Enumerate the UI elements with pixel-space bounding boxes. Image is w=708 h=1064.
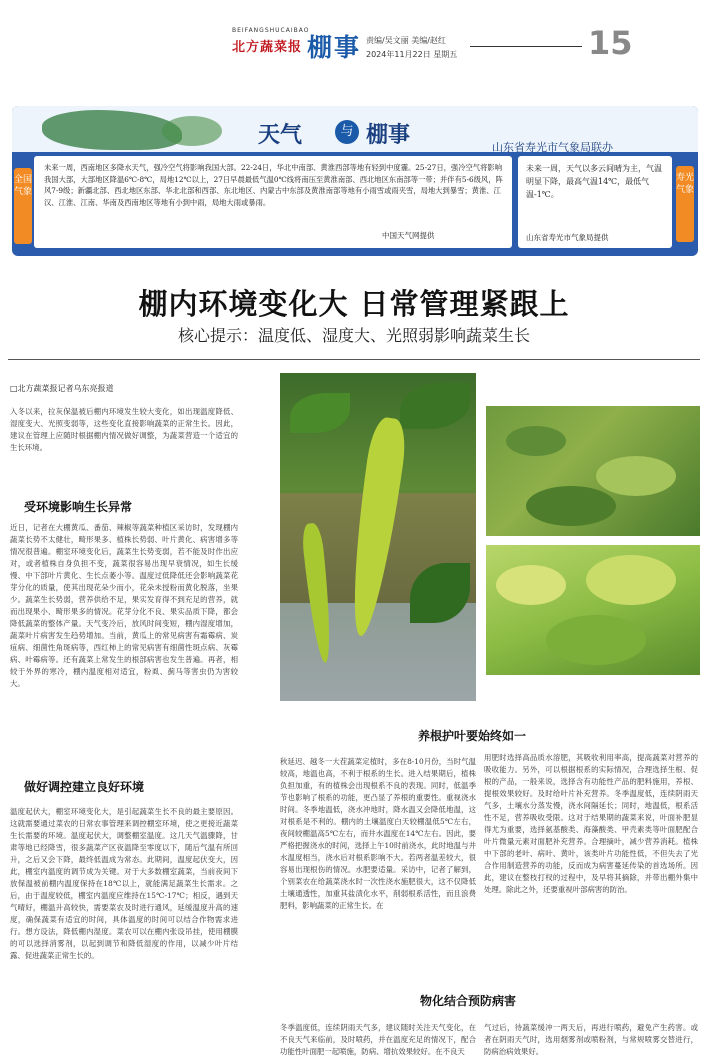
article-headline: 棚内环境变化大 日常管理紧跟上 (138, 287, 570, 321)
article-byline: □北方蔬菜报记者乌东亮报道 (10, 384, 114, 393)
photo-foliage (526, 486, 616, 526)
weather-organizer: 山东省寿光市气象局联办 (492, 141, 613, 154)
yellowing-leaves-photo (486, 545, 700, 675)
china-map-graphic-part (162, 116, 222, 146)
page-number: 15 (588, 24, 633, 62)
weather-title-left: 天气 (258, 123, 303, 148)
masthead-rule (470, 46, 582, 47)
issue-date: 2024年11月22日 星期五 (366, 50, 458, 59)
photo-leaf (400, 383, 470, 429)
masthead-pinyin: BEIFANGSHUCAIBAO (232, 27, 310, 34)
heading-adjust: 做好调控建立良好环境 (24, 780, 145, 794)
national-weather-tab: 全国气象 (14, 168, 32, 244)
headline-divider (8, 359, 700, 360)
section-title: 棚事 (307, 33, 362, 62)
weather-title-right: 棚事 (366, 123, 411, 148)
heading-root: 养根护叶要始终如一 (418, 729, 527, 743)
article-intro: 入冬以来，拉灰保温被后棚内环境发生较大变化，如出现温度降低、湿度变大、光照变弱等，这些变化直接影响蔬菜的正常生长。因此，建议在管理上应随时根据棚内情况做好调整，为蔬菜营造一个适宜的生长环境。 (10, 407, 238, 452)
article-subhead: 核心提示：温度低、湿度大、光照弱影响蔬菜生长 (177, 326, 530, 345)
photo-foliage (506, 426, 566, 456)
section-root-text-b: 用肥时选择高品质水溶肥，其吸收利用率高，提高蔬菜对营养的吸收能力。另外，可以根据根系的实际情况，合理选择生根、促根的产品，一般来说，选择含有功能性产品的肥料施用，养根、提根效果较好。及时给叶片补充营养。冬季温度低，连续阴雨天气多，土壤水分蒸发慢，浇水间隔延长；同时，地温低，根系活性不足，营养吸收受限。这对于结果期的蔬菜来说，叶面补肥显得尤为重要，选择氨基酸类、海藻酸类、甲壳素类等叶面肥配合叶片微量元素对面肥补充营养。合理摘叶，减少营养消耗。植株中下部的老叶、病叶、黄叶，该类叶片功能性低，不但失去了光合作用制造营养的功能，反而成为病害蔓延传染的首选场所。因此，建议在整枝打杈的过程中，及早将其摘除，并带出棚外集中处理。除此之外，还要重视叶部病害的防治。 (484, 753, 698, 894)
weather-banner (12, 106, 698, 256)
pepper-plant-photo (280, 373, 476, 701)
section-disease-text-b: 气过后，待蔬菜缓冲一两天后，再进行喷药，避免产生药害。或者在阴雨天气时，选用烟雾剂或喷粉剂，与常规喷雾交替进行，防病治病效果好。 (484, 1023, 698, 1056)
weather-title-and: 与 (335, 120, 359, 144)
photo-leaf (290, 393, 350, 433)
national-weather-text: 未来一周，西南地区多降水天气，强冷空气将影响我国大部。22-24日，华北中南部、黄淮西部等地有轻到中度霾。25-27日，强冷空气将影响我国大部，大部地区降温6℃-8℃，局地12℃以上，27日早晨最低气温0℃线将南压至黄淮南部、西北地区东南部等一带；并伴有5-6级风，阵风7-9级；新疆北部、西北地区东部、华北北部和西部、东北地区、内蒙古中东部及黄淮南部等地有小雨雪或雨夹雪，局地大到暴雪；黄淮、江汉、江淮、江南、华南及西南地区等地有小到中雨，局地大雨或暴雨。 (44, 163, 503, 207)
photo-leaf (496, 565, 566, 605)
heading-environment: 受环境影响生长异常 (24, 500, 133, 514)
photo-leaf (546, 615, 646, 665)
local-weather-source: 山东省寿光市气象局提供 (526, 233, 609, 242)
local-weather-text: 未来一周，天气以多云间晴为主，气温明显下降，最高气温14℃，最低气温-1℃。 (526, 164, 662, 199)
heading-disease: 物化结合预防病害 (420, 994, 517, 1008)
greenhouse-rows-photo (486, 406, 700, 536)
local-weather-tab: 寿光气象 (676, 166, 694, 242)
photo-leaf (586, 555, 676, 605)
paper-name: 北方蔬菜报 (232, 40, 303, 55)
section-environment-text: 近日，记者在大棚黄瓜、番茄、辣椒等蔬菜种植区采访时，发现棚内蔬菜长势不太健壮，畸形果多、植株长势弱、叶片黄化、病害增多等情况很普遍。棚室环境变化后，蔬菜生长势变弱，若不能及时作出应对，或者植株自身负担不变，蔬菜很容易出现早衰情况，如生长缓慢、中下部叶片黄化、生长点萎小等。温度过低降低还会影响蔬菜花芽分化的质量，使其出现花朵少而小，花朵未授粉而黄化脱落，坐果少。蔬菜生长势弱，营养供给不足，果实发育得不到充足的营养，就而出现果小、畸形果多的情况。花芽分化不良、果实品质下降，都会降低蔬菜的整体产量。天气变冷后，放风时间变短，棚内湿度增加，蔬菜叶片病害发生趋势增加。当前，黄瓜上的常见病害有霜霉病、炭疽病、细菌性角斑病等，西红柿上的常见病害有细菌性斑点病、灰霉病、叶霉病等。还有蔬菜上常发生的根部病害也发生普遍。再者，相较于外界的寒冷，棚内温度相对适宜，粉虱、蓟马等害虫仍为害较大。 (10, 523, 238, 688)
national-weather-source: 中国天气网提供 (382, 231, 435, 240)
section-root-text-a: 秋延迟、越冬一大茬蔬菜定植时，多在8-10月份，当时气温较高，地温也高，不利于根系的生长。进入结果期后，植株负担加重，有的植株会出现根系不良的表现。同时，低温季节也影响了根系的功能，更凸显了养根的重要性。重视浇水时间。冬季地温低，浇水冲地时，降水温又会降低地温，这对根系是不利的。棚内的土壤温度白天较棚温低5℃左右，夜间较棚温高5℃左右，而井水温度在14℃左右。因此，要严格把握浇水的时间，选择上午10时前浇水，此时地温与井水温度相当，浇水后对根系影响不大。若两者温差较大，很容易出现根伤的情况。水肥要适量。采访中，记者了解到，个别菜农在给蔬菜浇水时一次性浇水施肥很大，这不仅降低土壤通透性，加重其盐渍化水平，削弱根系活性，而且浪费肥料，影响蔬菜的正常生长。在 (280, 757, 476, 910)
editors-credit: 责编/吴文丽 美编/赵红 (366, 36, 446, 45)
photo-foliage (596, 456, 676, 496)
section-disease-text-a: 冬季温度低，连续阴雨天气多，建议随时关注天气变化，在不良天气来临前，及时喷药，并在温度充足的情况下，配合功能性叶面肥一起喷施，防病、增抗效果较好。在不良天 (280, 1023, 476, 1056)
section-adjust-text: 温度起伏大，棚室环境变化大，是引起蔬菜生长不良的最主要原因。这就需要通过菜农的日常农事管理来调控棚室环境，使之更接近蔬菜生长需要的环境。温度起伏大，调整棚室温度。这几天气温骤降，甘肃等地已经降雪，很多蔬菜产区夜温降至零度以下，随后气温有所回升，之后又会下降，最终低温成为常态。此期间，温度起伏变大，因此，棚室内温度的调节成为关键。对于大多数棚室蔬菜，当前夜间下放保温被前棚内温度保持在18℃以上，就能满足蔬菜生长需求。之后，由于温度较低，棚室内温度应维持在15℃-17℃；相反，遇到天气晴好，棚温升高较快，需要菜农及时进行通风，延缓温度升高的速度，确保蔬菜有适宜的时间，具体温度的时间可以结合作物需求进行。想方设法，降低棚内湿度。菜农可以在棚内张设吊挂，使用棚膜的可以选择消雾剂，以起到调节和降低湿度的作用，以减少叶片结露、促进蔬菜正常生长的。 (10, 807, 238, 960)
